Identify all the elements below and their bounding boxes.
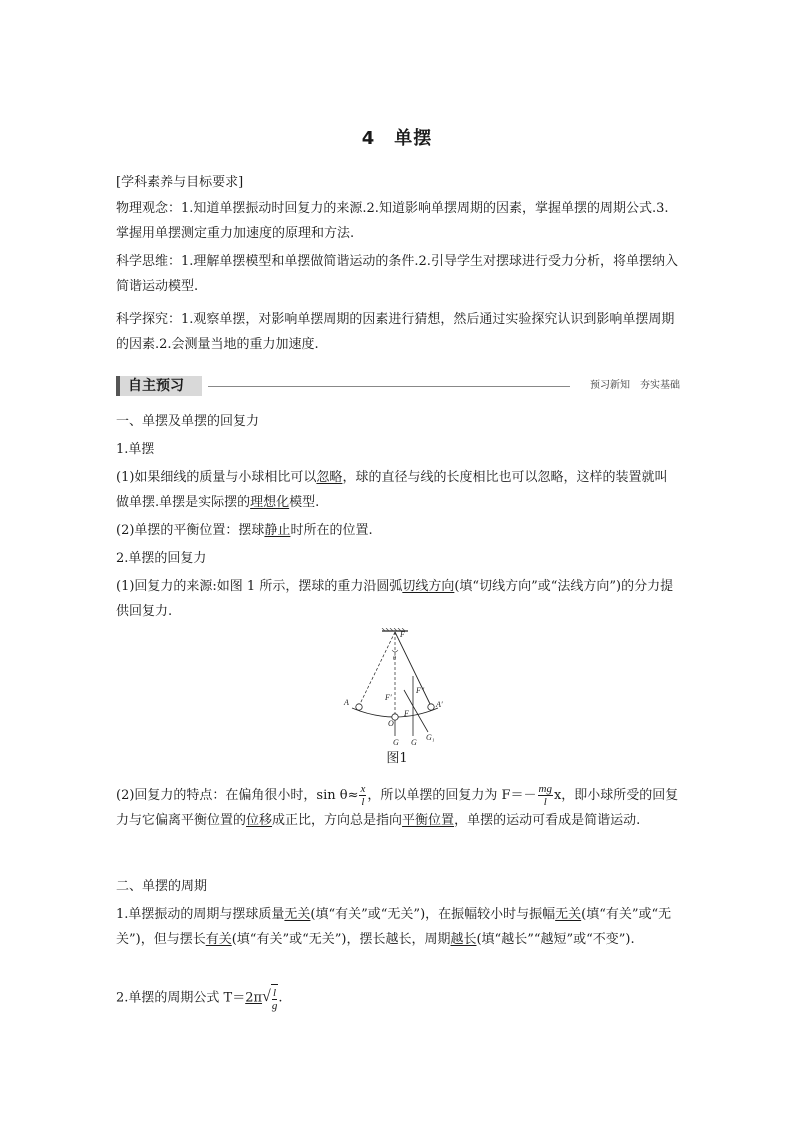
text-run: 时所在的位置. <box>290 523 373 538</box>
label-G-right: G <box>411 738 417 746</box>
figure-caption: 图1 <box>386 751 408 766</box>
bob-right <box>428 704 434 710</box>
section2-heading: 二、单摆的周期 <box>116 879 208 894</box>
text-run: ，所以单摆的回复力为 F＝－ <box>367 788 537 803</box>
pendulum-figure <box>330 628 460 746</box>
answer-blank: 忽略 <box>316 470 343 485</box>
section1-para4 <box>116 783 680 833</box>
goal-scientific-thinking: 科学思维：1.理解单摆模型和单摆做简谐运动的条件.2.引导学生对摆球进行受力分析，将单摆纳入简谐运动模型. <box>116 254 678 294</box>
label-F: F <box>404 709 409 718</box>
section2-para1 <box>116 902 680 952</box>
section1-heading: 一、单摆及单摆的回复力 <box>116 414 260 429</box>
banner-right-text: 预习新知 夯实基础 <box>590 380 680 391</box>
answer-blank: 位移 <box>246 813 273 828</box>
text-run: (2)回复力的特点：在偏角很小时，sin θ≈ <box>116 788 359 803</box>
frac-den: l <box>543 796 547 808</box>
angle-arc <box>392 650 398 652</box>
goals-header: [学科素养与目标要求] <box>116 175 244 190</box>
force-line <box>404 690 413 706</box>
label-A-prime: A′ <box>436 700 443 709</box>
section-banner <box>116 376 680 396</box>
text-run: ，球的直径与线的长度相比也可以忽略，这样的装置就叫做单摆.单摆是实际摆的 <box>116 470 668 510</box>
label-theta: θ <box>393 656 396 662</box>
answer-blank: 无关 <box>284 907 311 922</box>
answer-blank: 理想化 <box>250 495 290 510</box>
text-run: x，即小球所受的回复力与它偏离平衡位置的 <box>116 788 679 828</box>
text-run: (2)单摆的平衡位置：摆球 <box>116 523 265 538</box>
frac-num: mg <box>538 783 552 795</box>
section1-para1 <box>116 465 680 515</box>
text-run: (1)如果细线的质量与小球相比可以 <box>116 470 317 485</box>
section1-para2 <box>116 518 680 543</box>
sqrt-l-over-g <box>262 984 278 1012</box>
banner-label: 自主预习 <box>116 376 202 396</box>
frac-den: g <box>271 999 278 1012</box>
text-run: (填“有关”或“无关”)，但与摆长 <box>116 907 672 947</box>
answer-blank: 平衡位置 <box>402 813 455 828</box>
label-G1: G₁ <box>426 733 435 742</box>
text-run: 成正比，方向总是指向 <box>272 813 403 828</box>
text-run: (填“越长”“越短”或“不变”). <box>476 932 635 947</box>
answer-blank: 无关 <box>555 907 582 922</box>
goal-scientific-inquiry: 科学探究：1.观察单摆，对影响单摆周期的因素进行猜想，然后通过实验探究认识到影响单摆周期的因素.2.会测量当地的重力加速度. <box>116 312 675 352</box>
label-A: A <box>344 698 349 707</box>
goal-physics-concept: 物理观念：1.知道单摆振动时回复力的来源.2.知道影响单摆周期的因素，掌握单摆的周期公式.3.掌握用单摆测定重力加速度的原理和方法. <box>116 201 669 241</box>
fraction-mg-over-l <box>538 783 553 808</box>
frac-num: l <box>273 986 277 999</box>
section2-para2 <box>116 984 680 1012</box>
text-run: 1.单摆振动的周期与摆球质量 <box>116 907 285 922</box>
fraction-x-over-l <box>359 783 366 808</box>
section1-sub1: 1.单摆 <box>116 442 155 457</box>
answer-blank: 2π <box>245 990 263 1006</box>
answer-blank: 有关 <box>205 932 232 947</box>
text-run: ，单摆的运动可看成是简谐运动. <box>454 813 641 828</box>
answer-blank: 越长 <box>450 932 477 947</box>
frac-num: x <box>360 783 366 795</box>
label-F-dprime: F″ <box>416 686 425 695</box>
label-F-prime-left: F′ <box>385 693 392 702</box>
bob-left <box>356 704 362 710</box>
text-run: (1)回复力的来源:如图 1 所示，摆球的重力沿圆弧 <box>116 579 403 594</box>
text-run: 2.单摆的周期公式 T＝ <box>116 990 246 1006</box>
text-run: . <box>278 990 283 1006</box>
text-run: (填“有关”或“无关”)，在振幅较小时与振幅 <box>310 907 556 922</box>
label-F-top: F <box>400 630 405 639</box>
text-run: 模型. <box>289 495 320 510</box>
text-run: (填“切线方向”或“法线方向”)的分力提供回复力. <box>116 579 674 619</box>
text-run: (填“有关”或“无关”)，摆长越长，周期 <box>231 932 451 947</box>
answer-blank: 静止 <box>264 523 291 538</box>
section1-para3 <box>116 574 680 624</box>
frac-den: l <box>361 796 365 808</box>
section1-sub2: 2.单摆的回复力 <box>116 551 207 566</box>
label-O: O <box>388 719 394 728</box>
fraction-l-over-g <box>272 987 278 1012</box>
label-G-center: G <box>393 738 399 746</box>
page-title: 4 单摆 <box>361 128 433 149</box>
banner-divider <box>208 386 570 387</box>
gravity-component <box>413 706 428 732</box>
answer-blank: 切线方向 <box>402 579 455 594</box>
radical-sign: √ <box>262 988 271 1005</box>
